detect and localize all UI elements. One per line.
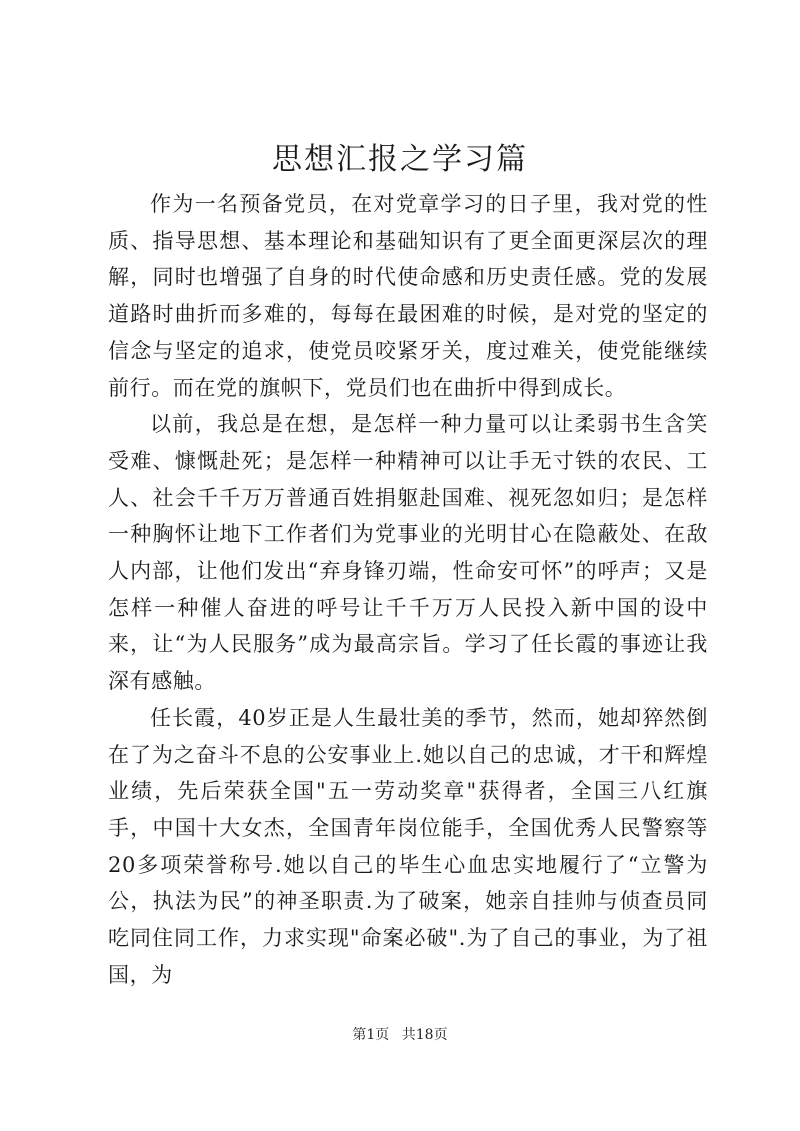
document-title: 思想汇报之学习篇 (272, 142, 528, 177)
page-total: 共18页 (401, 1027, 448, 1043)
paragraph-1: 作为一名预备党员，在对党章学习的日子里，我对党的性质、指导思想、基本理论和基础知识有了更全面更深层次的理解，同时也增强了自身的时代使命感和历史责任感。党的发展道路时曲折而多难的，每每在最困难的时候，是对党的坚定的信念与坚定的追求，使党员咬紧牙关，度过难关，使党能继续前行。而在党的旗帜下，党员们也在曲折中得到成长。 (108, 192, 708, 400)
page-footer (0, 1025, 800, 1045)
paragraph-3: 任长霞，40岁正是人生最壮美的季节，然而，她却猝然倒在了为之奋斗不息的公安事业上.她以自己的忠诚，才干和辉煌业绩，先后荣获全国"五一劳动奖章"获得者，全国三八红旗手，中国十大女杰，全国青年岗位能手，全国优秀人民警察等20多项荣誉称号.她以自己的毕生心血忠实地履行了“立警为公，执法为民”的神圣职责.为了破案，她亲自挂帅与侦查员同吃同住同工作，力求实现"命案必破".为了自己的事业，为了祖国，为 (108, 705, 708, 987)
page-number: 第1页 (352, 1027, 390, 1043)
paragraph-2: 以前，我总是在想，是怎样一种力量可以让柔弱书生含笑受难、慷慨赴死；是怎样一种精神可以让手无寸铁的农民、工人、社会千千万万普通百姓捐躯赴国难、视死忽如归；是怎样一种胸怀让地下工作者们为党事业的光明甘心在隐蔽处、在敌人内部，让他们发出“弃身锋刃端，性命安可怀”的呼声；又是怎样一种催人奋进的呼号让千千万万人民投入新中国的设中来，让“为人民服务”成为最高宗旨。学习了任长霞的事迹让我深有感触。 (108, 412, 708, 694)
document-body (108, 186, 708, 993)
